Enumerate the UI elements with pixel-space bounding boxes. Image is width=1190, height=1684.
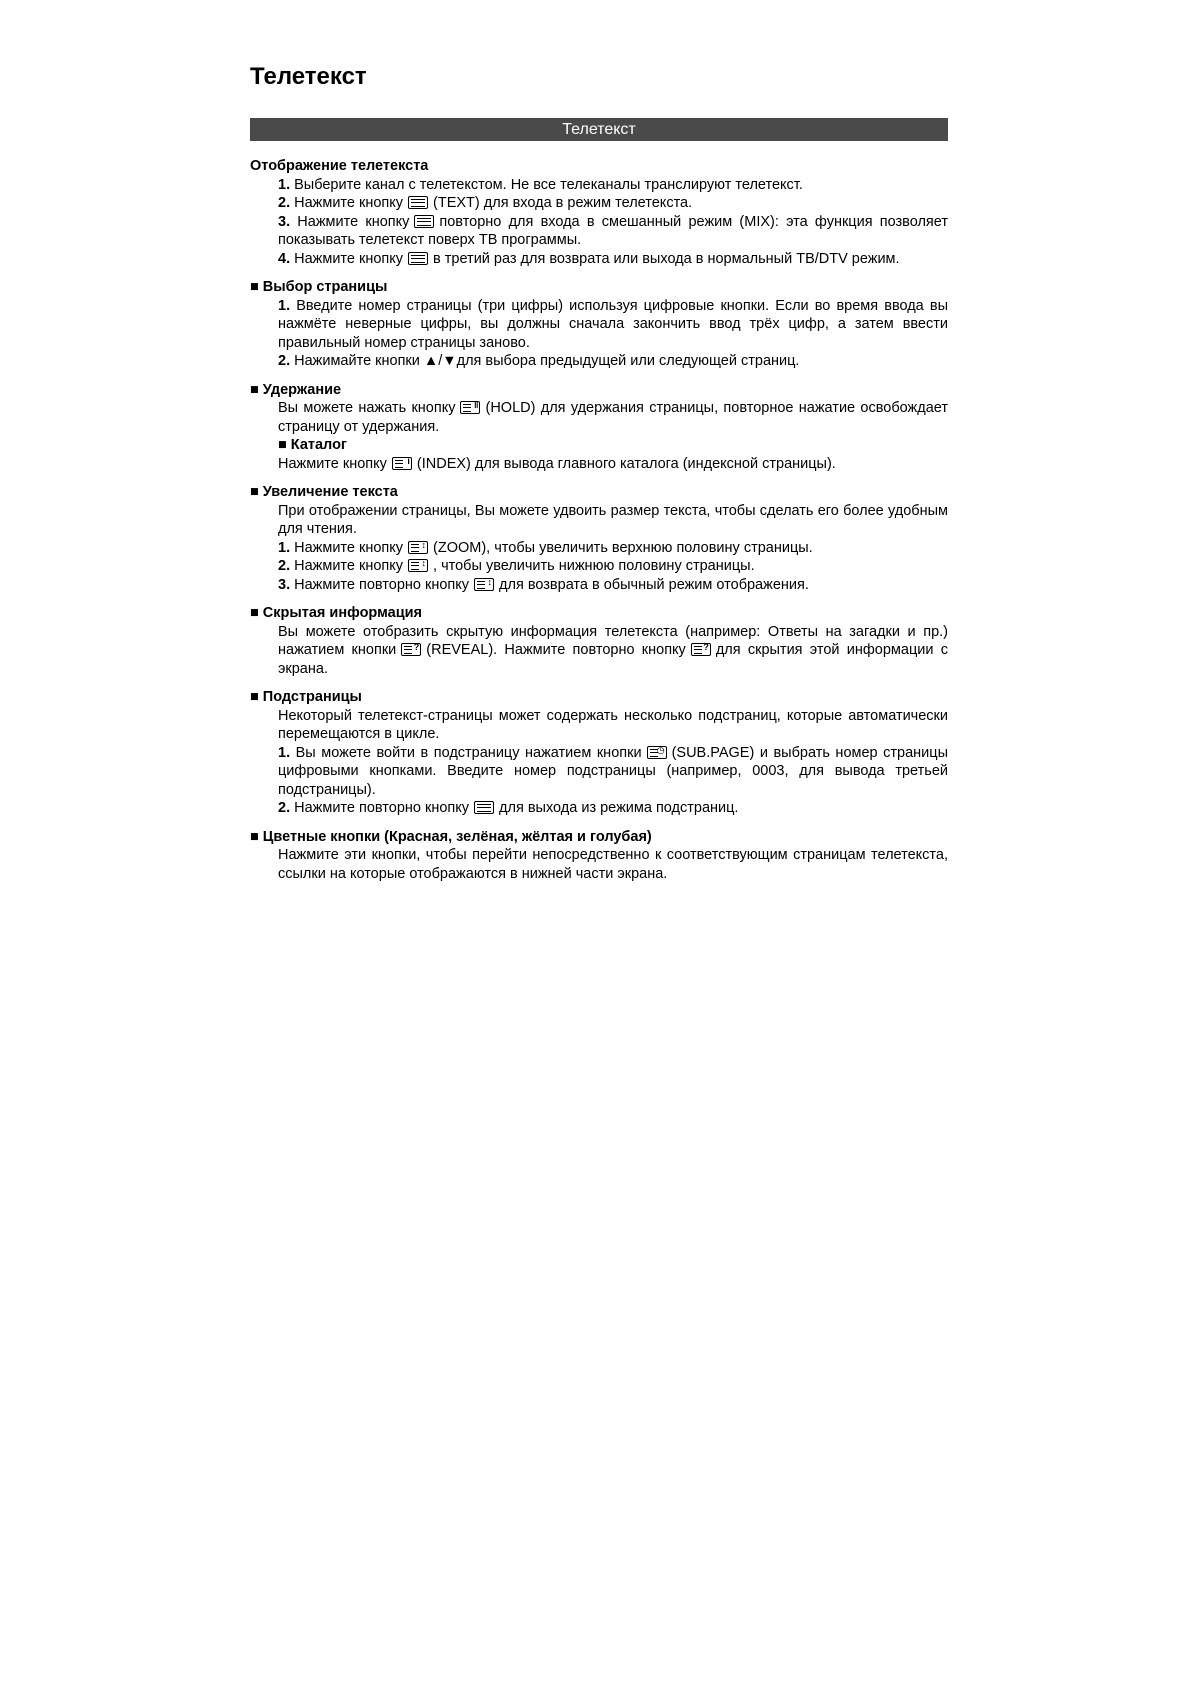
teletext-text-icon: [474, 801, 494, 814]
section-title: ■ Увеличение текста: [250, 484, 398, 500]
paragraph: Нажмите эти кнопки, чтобы перейти непосредственно к соответствующим страницам телетекста, ссылки на которые отображаются в нижней части экрана.: [278, 847, 948, 882]
list-item: 2. Нажмите повторно кнопку для выхода из режима подстраниц.: [278, 800, 739, 816]
section-title: Отображение телетекста: [250, 158, 429, 174]
teletext-text-icon: [408, 252, 428, 265]
teletext-subpage-icon: ◷: [647, 746, 667, 759]
list-item: 4. Нажмите кнопку в третий раз для возврата или выхода в нормальный ТВ/DTV режим.: [278, 250, 900, 267]
section-hold: [250, 381, 948, 474]
content: [250, 157, 948, 883]
list-item: 1. Введите номер страницы (три цифры) используя цифровые кнопки. Если во время ввода вы нажмёте неверные цифры, вы должны сначала закончить ввод трёх цифр, а затем ввести правильный номер страницы заново.: [278, 297, 948, 351]
paragraph: При отображении страницы, Вы можете удвоить размер текста, чтобы сделать его более удобным для чтения.: [278, 502, 948, 537]
list-item: 1. Выберите канал с телетекстом. Не все телеканалы транслируют телетекст.: [278, 176, 803, 193]
section-title: ■ Скрытая информация: [250, 605, 422, 621]
paragraph: Вы можете отобразить скрытую информация телетекста (например: Ответы на загадки и пр.) нажатием кнопки ? (REVEAL). Нажмите повторно кнопку ? для скрытия этой информации с экрана.: [278, 623, 948, 677]
paragraph: Вы можете нажать кнопку ‖ (HOLD) для удержания страницы, повторное нажатие освобождает страницу от удержания.: [278, 400, 948, 435]
list-item: 1. Вы можете войти в подстраницу нажатием кнопки ◷ (SUB.PAGE) и выбрать номер страницы цифровыми кнопками. Введите номер подстраницы (например, 0003, для вывода третьей подстраницы).: [278, 744, 948, 798]
section-title: ■ Цветные кнопки (Красная, зелёная, жёлтая и голубая): [250, 828, 652, 845]
teletext-zoom-icon: ↕: [474, 578, 494, 591]
page-title: Телетекст: [250, 63, 367, 90]
teletext-hold-icon: ‖: [460, 401, 480, 414]
list-item: 2. Нажмите кнопку ↕ , чтобы увеличить нижнюю половину страницы.: [278, 558, 755, 574]
section-title: ■ Выбор страницы: [250, 279, 388, 295]
section-display: [250, 157, 948, 268]
section-page-select: [250, 278, 948, 371]
list-item: 2. Нажмите кнопку (TEXT) для входа в режим телетекста.: [278, 195, 693, 211]
section-title: ■ Подстраницы: [250, 689, 362, 705]
list-item: 1. Нажмите кнопку ↕ (ZOOM), чтобы увеличить верхнюю половину страницы.: [278, 539, 813, 556]
section-reveal: [250, 604, 948, 678]
teletext-zoom-icon: ↕: [408, 559, 428, 572]
teletext-text-icon: [414, 215, 434, 228]
teletext-text-icon: [408, 196, 428, 209]
teletext-zoom-icon: ↕: [408, 541, 428, 554]
section-title: ■ Удержание: [250, 381, 342, 398]
subsection-title: ■ Каталог: [278, 437, 347, 453]
page: [250, 60, 948, 893]
paragraph: Нажмите кнопку i (INDEX) для вывода главного каталога (индексной страницы).: [278, 455, 836, 472]
section-subpages: [250, 688, 948, 818]
teletext-reveal-icon: ?: [401, 643, 421, 656]
section-banner: Телетекст: [250, 118, 948, 141]
section-zoom: [250, 483, 948, 594]
teletext-reveal-icon: ?: [691, 643, 711, 656]
teletext-index-icon: i: [392, 457, 412, 470]
section-color-buttons: [250, 828, 948, 884]
list-item: 2. Нажимайте кнопки ▲/▼для выбора предыдущей или следующей страниц.: [278, 353, 800, 369]
paragraph: Некоторый телетекст-страницы может содержать несколько подстраниц, которые автоматически перемещаются в цикле.: [278, 707, 948, 742]
list-item: 3. Нажмите повторно кнопку ↕ для возврата в обычный режим отображения.: [278, 576, 809, 593]
list-item: 3. Нажмите кнопку повторно для входа в смешанный режим (MIX): эта функция позволяет показывать телетекст поверх ТВ программы.: [278, 213, 948, 248]
